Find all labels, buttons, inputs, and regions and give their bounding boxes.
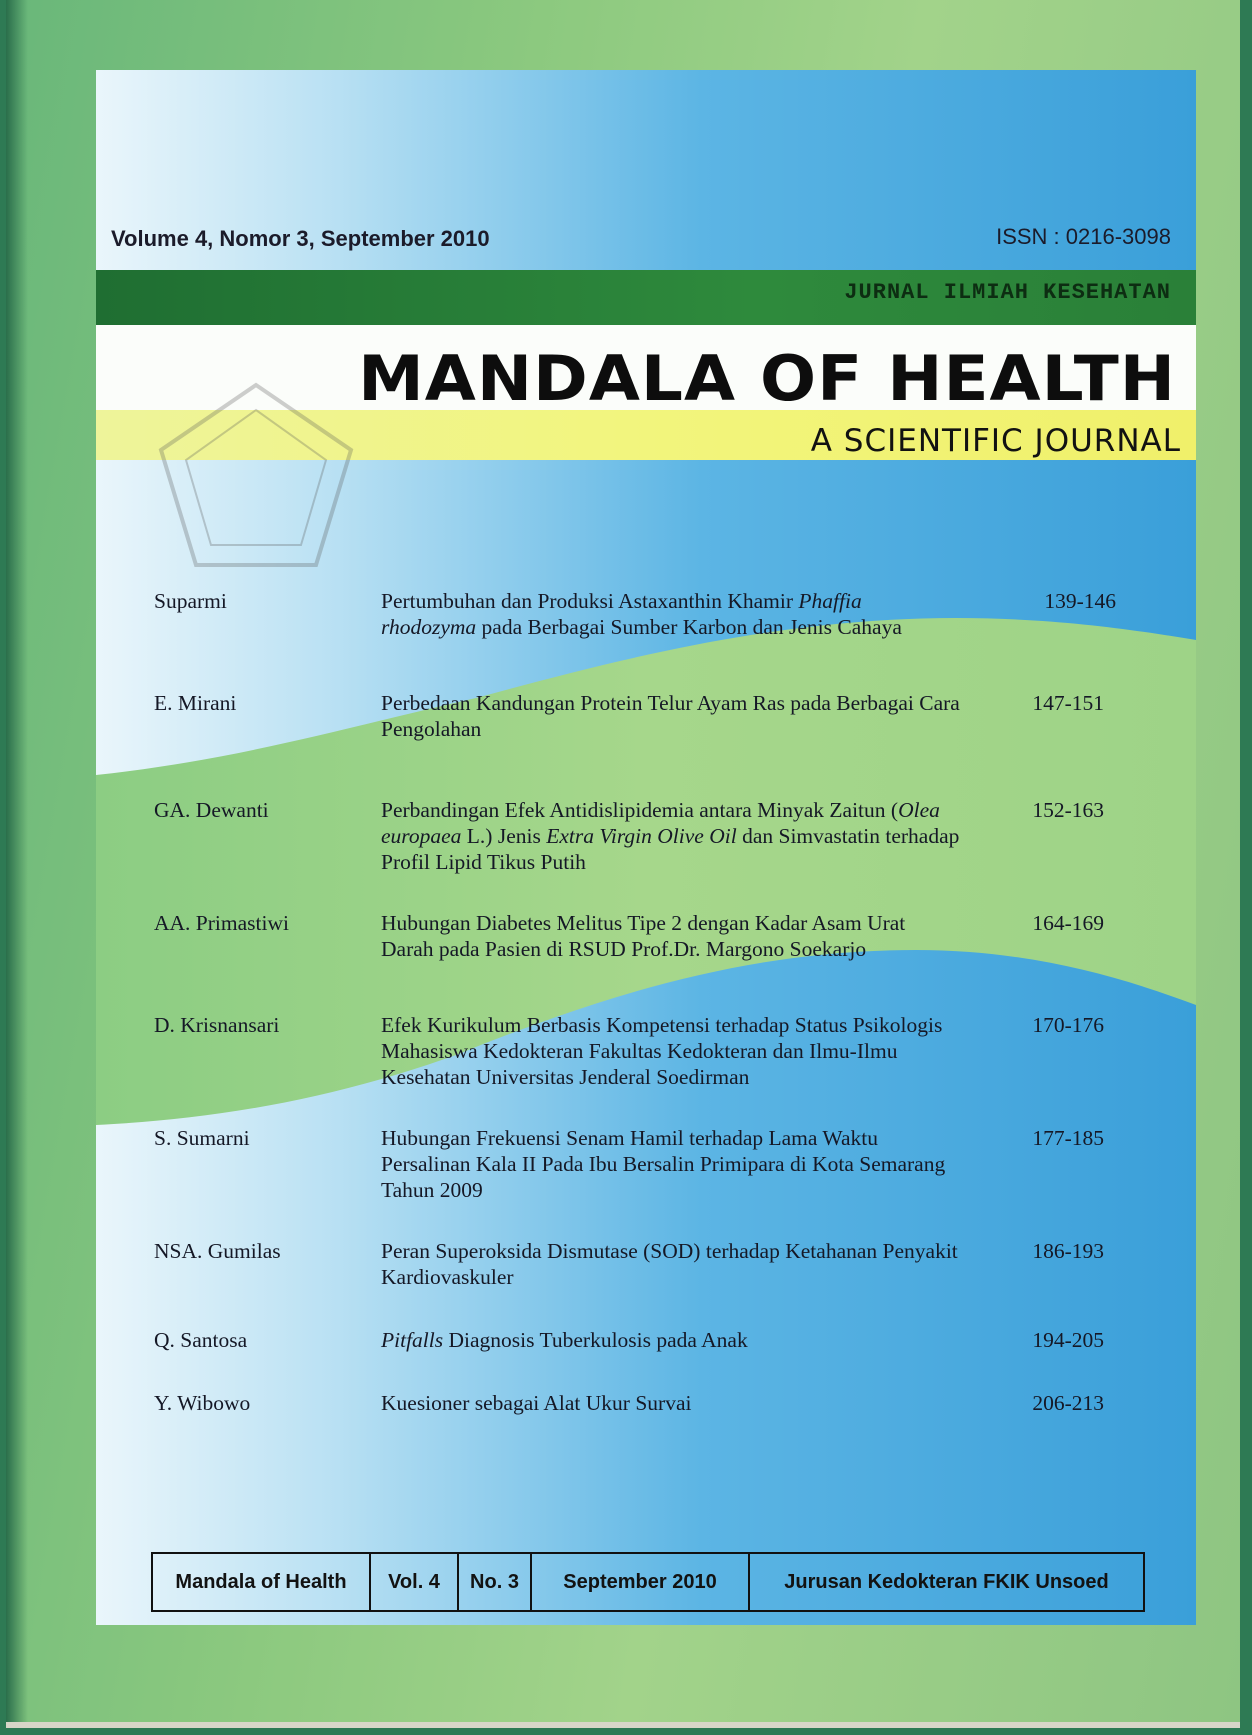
- article-author: Suparmi: [154, 589, 227, 613]
- header-row: [111, 220, 1181, 260]
- footer-info-box: [151, 1552, 1145, 1612]
- article-title: Efek Kurikulum Berbasis Kompetensi terhadap Status Psikologis Mahasiswa Kedokteran Fakultas Kedokteran dan Ilmu-Ilmu Kesehatan Universitas Jenderal Soedirman: [381, 1013, 943, 1089]
- footer-journal-name: Mandala of Health: [153, 1554, 371, 1610]
- article-title: Kuesioner sebagai Alat Ukur Survai: [381, 1391, 692, 1415]
- volume-line: Volume 4, Nomor 3, September 2010: [111, 226, 490, 251]
- footer-date: September 2010: [532, 1554, 750, 1610]
- article-author: Q. Santosa: [154, 1328, 248, 1352]
- footer-number: No. 3: [459, 1554, 532, 1610]
- journal-cover: [6, 0, 1240, 1728]
- footer-volume: Vol. 4: [371, 1554, 459, 1610]
- article-title: Peran Superoksida Dismutase (SOD) terhadap Ketahanan Penyakit Kardiovaskuler: [381, 1239, 958, 1289]
- article-pages: 170-176: [1032, 1013, 1104, 1037]
- article-pages: 194-205: [1032, 1328, 1104, 1352]
- journal-label-band: [96, 270, 1196, 325]
- journal-label: JURNAL ILMIAH KESEHATAN: [844, 280, 1171, 305]
- journal-subtitle: A SCIENTIFIC JOURNAL: [810, 423, 1181, 459]
- spine-shadow: [6, 0, 28, 1728]
- article-author: AA. Primastiwi: [154, 911, 289, 935]
- footer-publisher: Jurusan Kedokteran FKIK Unsoed: [784, 1570, 1109, 1593]
- article-pages: 147-151: [1032, 691, 1104, 715]
- article-pages: 177-185: [1032, 1126, 1104, 1150]
- issn-number: ISSN : 0216-3098: [996, 224, 1171, 249]
- article-author: Y. Wibowo: [154, 1391, 251, 1415]
- article-author: D. Krisnansari: [154, 1013, 280, 1037]
- article-title: Perbedaan Kandungan Protein Telur Ayam Ras pada Berbagai Cara Pengolahan: [381, 691, 960, 741]
- article-author: S. Sumarni: [154, 1126, 250, 1150]
- article-pages: 139-146: [1044, 589, 1116, 613]
- article-pages: 164-169: [1032, 911, 1104, 935]
- article-title: Hubungan Frekuensi Senam Hamil terhadap Lama Waktu Persalinan Kala II Pada Ibu Bersalin Primipara di Kota Semarang Tahun 2009: [381, 1126, 946, 1202]
- article-pages: 152-163: [1032, 798, 1104, 822]
- cover-edge: [6, 1722, 1240, 1728]
- article-author: E. Mirani: [154, 691, 237, 715]
- library-stamp-seal: [151, 375, 361, 575]
- article-title: Pertumbuhan dan Produksi Astaxanthin Khamir Phaffia rhodozyma pada Berbagai Sumber Karbon dan Jenis Cahaya: [381, 589, 902, 639]
- article-title: Perbandingan Efek Antidislipidemia antara Minyak Zaitun (Olea europaea L.) Jenis Extra Virgin Olive Oil dan Simvastatin terhadap Profil Lipid Tikus Putih: [381, 798, 960, 874]
- journal-title: MANDALA OF HEALTH: [358, 341, 1176, 416]
- article-pages: 186-193: [1032, 1239, 1104, 1263]
- cover-panel: [96, 70, 1196, 1625]
- article-title: Pitfalls Diagnosis Tuberkulosis pada Anak: [381, 1328, 748, 1352]
- article-author: NSA. Gumilas: [154, 1239, 281, 1263]
- article-pages: 206-213: [1032, 1391, 1104, 1415]
- article-title: Hubungan Diabetes Melitus Tipe 2 dengan Kadar Asam Urat Darah pada Pasien di RSUD Prof.Dr. Margono Soekarjo: [381, 911, 906, 961]
- article-author: GA. Dewanti: [154, 798, 269, 822]
